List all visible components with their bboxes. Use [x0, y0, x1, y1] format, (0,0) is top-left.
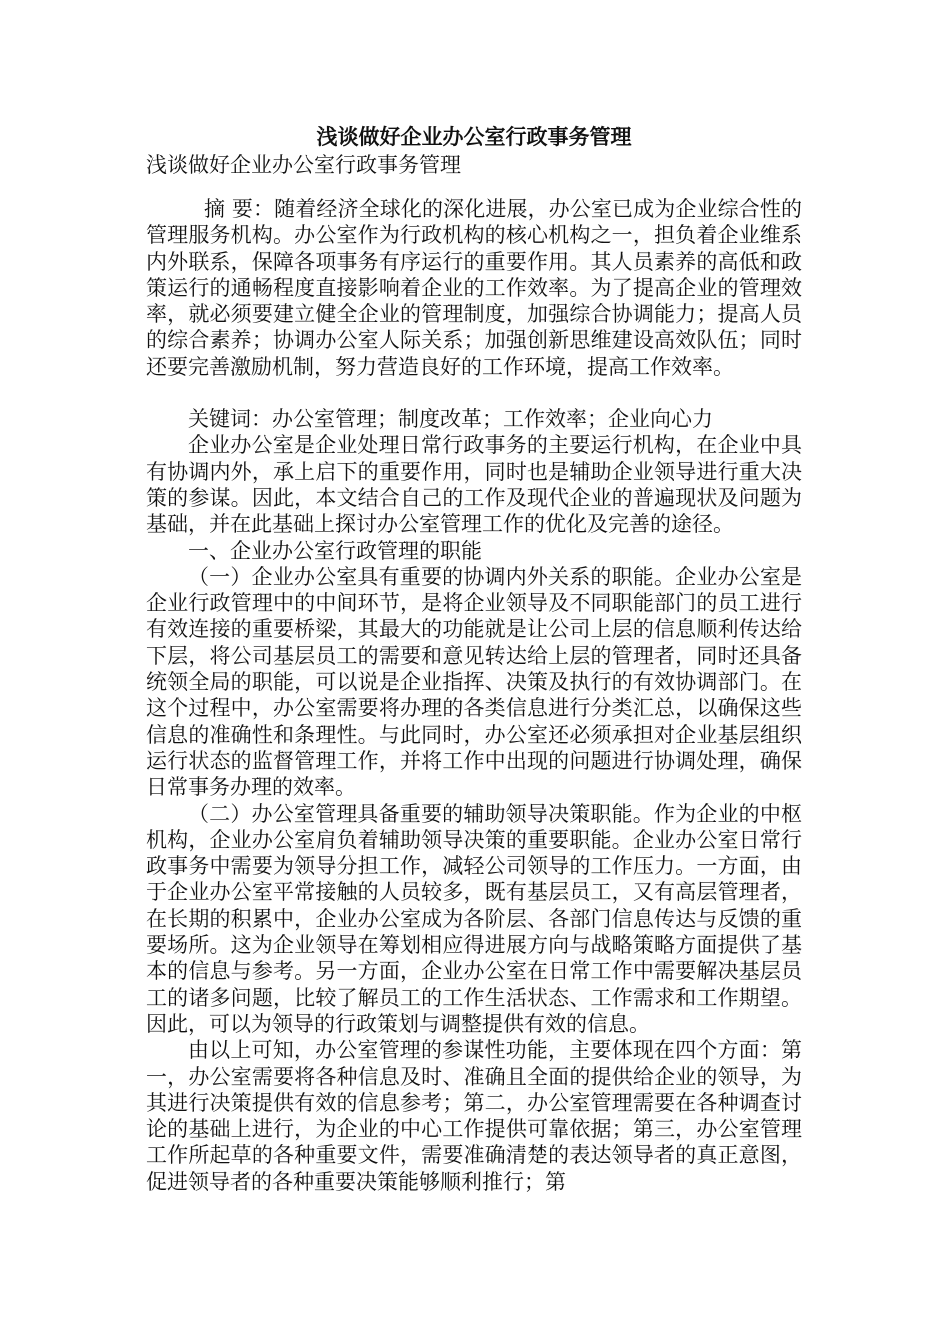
- abstract-paragraph: 摘 要：随着经济全球化的深化进展，办公室已成为企业综合性的管理服务机构。办公室作为行政机构的核心机构之一，担负着企业维系内外联系，保障各项事务有序运行的重要作用。其人员素养的高低和政策运行的通畅程度直接影响着企业的工作效率。为了提高企业的管理效率，就必须要建立健全企业的管理制度，加强综合协调能力；提高人员的综合素养；协调办公室人际关系；加强创新思维建设高效队伍；同时还要完善激励机制，努力营造良好的工作环境，提高工作效率。: [146, 197, 802, 379]
- document-subtitle: 浅谈做好企业办公室行政事务管理: [146, 153, 461, 177]
- keywords-line: 关键词：办公室管理；制度改革；工作效率；企业向心力: [188, 407, 713, 432]
- section-paragraph-2: （二）办公室管理具备重要的辅助领导决策职能。作为企业的中枢机构，企业办公室肩负着辅助领导决策的重要职能。企业办公室日常行政事务中需要为领导分担工作，减轻公司领导的工作压力。一方面，由于企业办公室平常接触的人员较多，既有基层员工，又有高层管理者，在长期的积累中，企业办公室成为各阶层、各部门信息传达与反馈的重要场所。这为企业领导在筹划相应得进展方向与战略策略方面提供了基本的信息与参考。另一方面，企业办公室在日常工作中需要解决基层员工的诸多问题，比较了解员工的工作生活状态、工作需求和工作期望。因此，可以为领导的行政策划与调整提供有效的信息。: [146, 801, 802, 1036]
- document-title: 浅谈做好企业办公室行政事务管理: [316, 124, 632, 149]
- section-paragraph-1: （一）企业办公室具有重要的协调内外关系的职能。企业办公室是企业行政管理中的中间环节，是将企业领导及不同职能部门的员工进行有效连接的重要桥梁，其最大的功能就是让公司上层的信息顺利传达给下层，将公司基层员工的需要和意见转达给上层的管理者，同时还具备统领全局的职能，可以说是企业指挥、决策及执行的有效协调部门。在这个过程中，办公室需要将办理的各类信息进行分类汇总，以确保这些信息的准确性和条理性。与此同时，办公室还必须承担对企业基层组织运行状态的监督管理工作，并将工作中出现的问题进行协调处理，确保日常事务办理的效率。: [146, 564, 802, 800]
- section-paragraph-3: 由以上可知，办公室管理的参谋性功能，主要体现在四个方面：第一，办公室需要将各种信息及时、准确且全面的提供给企业的领导，为其进行决策提供有效的信息参考；第二，办公室管理需要在各种调查讨论的基础上进行，为企业的中心工作提供可靠依据；第三，办公室管理工作所起草的各种重要文件，需要准确清楚的表达领导者的真正意图，促进领导者的各种重要决策能够顺利推行；第: [146, 1038, 802, 1194]
- blank-line: [146, 380, 802, 406]
- intro-paragraph: 企业办公室是企业处理日常行政事务的主要运行机构，在企业中具有协调内外，承上启下的重要作用，同时也是辅助企业领导进行重大决策的参谋。因此，本文结合自己的工作及现代企业的普遍现状及问题为基础，并在此基础上探讨办公室管理工作的优化及完善的途径。: [146, 433, 802, 537]
- document-page: [146, 122, 802, 1195]
- section-heading: 一、企业办公室行政管理的职能: [188, 538, 482, 563]
